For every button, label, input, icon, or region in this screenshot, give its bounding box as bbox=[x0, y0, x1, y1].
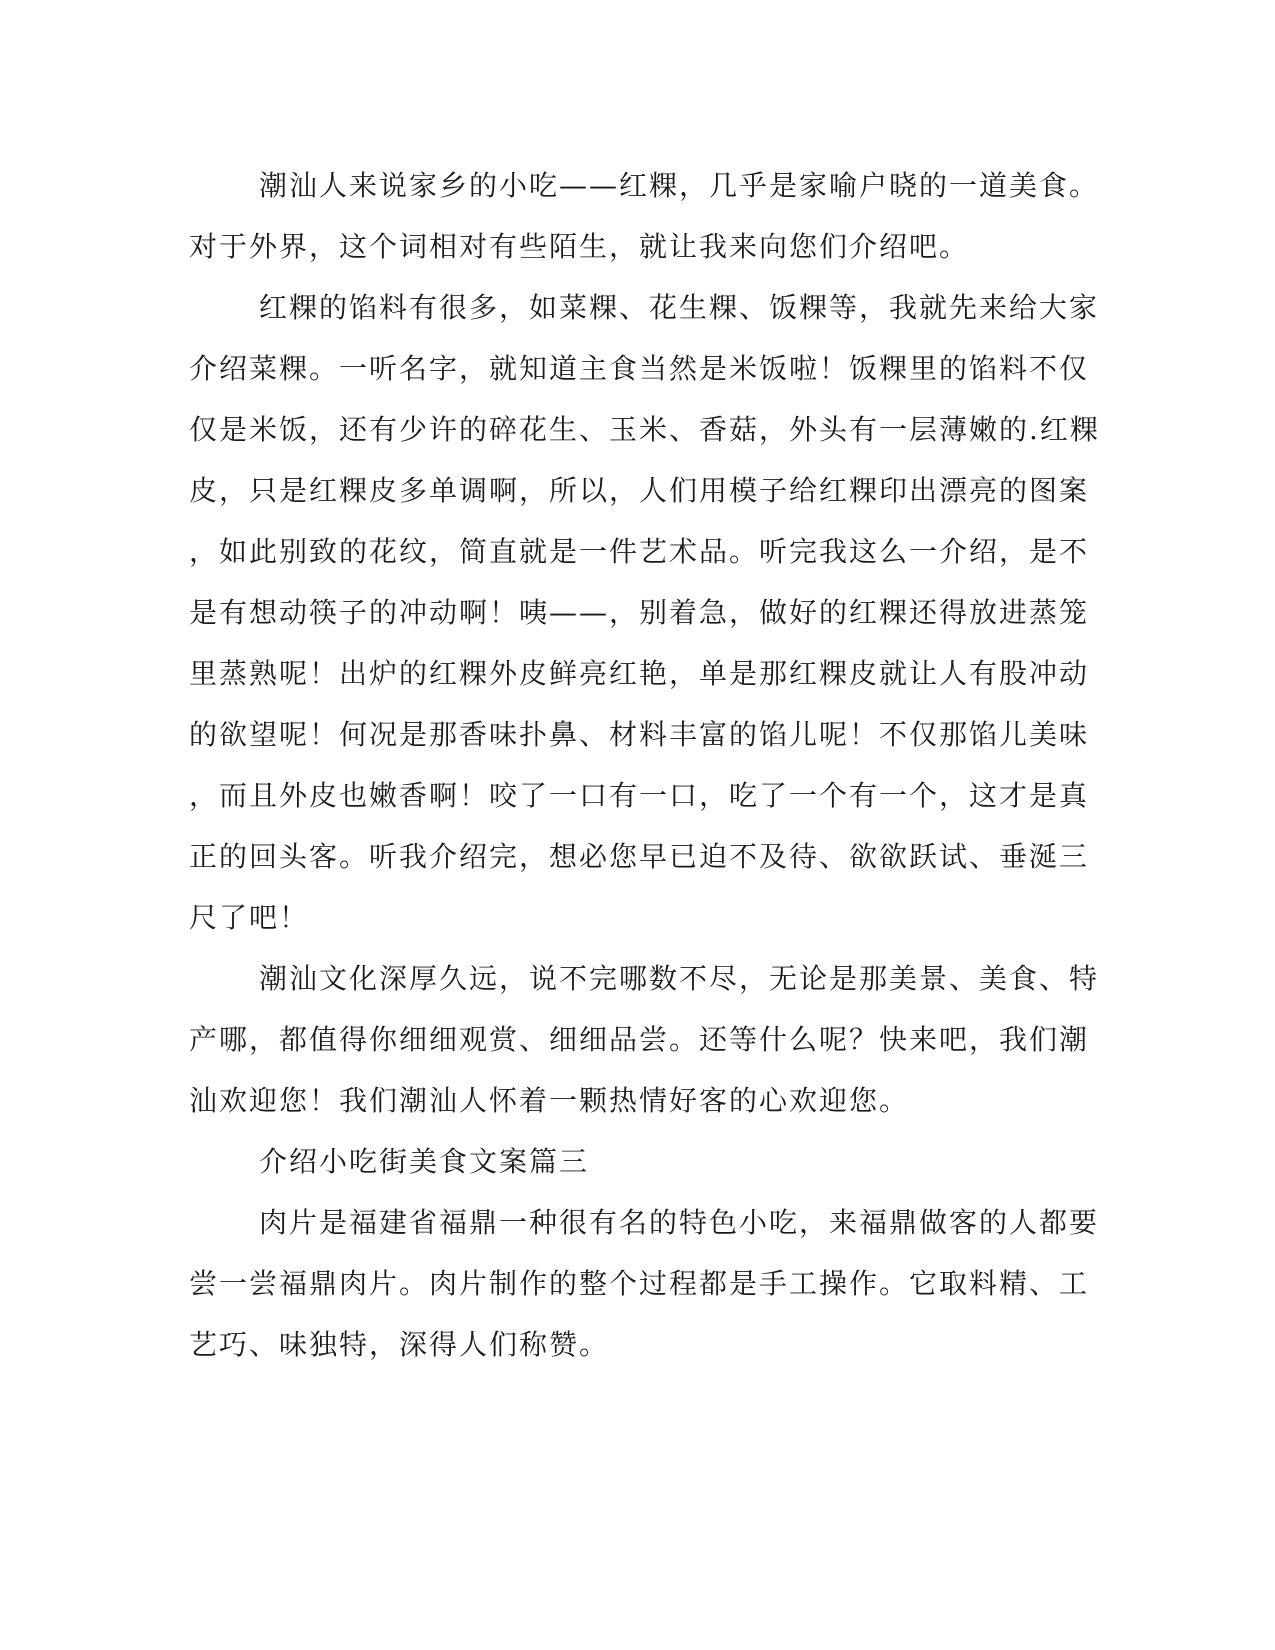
paragraph-line: 汕欢迎您！我们潮汕人怀着一颗热情好客的心欢迎您。 bbox=[189, 1084, 910, 1117]
paragraph-line: 仅是米饭，还有少许的碎花生、玉米、香菇，外头有一层薄嫩的.红粿 bbox=[189, 413, 1100, 446]
paragraph-chaoshan-culture bbox=[189, 948, 1100, 1131]
paragraph-fuding-meat-slices bbox=[189, 1192, 1100, 1375]
paragraph-line: 肉片是福建省福鼎一种很有名的特色小吃，来福鼎做客的人都要 bbox=[259, 1206, 1100, 1239]
paragraph-line: 皮，只是红粿皮多单调啊，所以，人们用模子给红粿印出漂亮的图案 bbox=[189, 474, 1090, 507]
section-heading: 介绍小吃街美食文案篇三 bbox=[259, 1145, 590, 1178]
paragraph-line: 里蒸熟呢！出炉的红粿外皮鲜亮红艳，单是那红粿皮就让人有股冲动 bbox=[189, 657, 1090, 690]
paragraph-line: 潮汕文化深厚久远，说不完哪数不尽，无论是那美景、美食、特 bbox=[259, 962, 1100, 995]
paragraph-line: 介绍菜粿。一听名字，就知道主食当然是米饭啦！饭粿里的馅料不仅 bbox=[189, 352, 1090, 385]
paragraph-line: 艺巧、味独特，深得人们称赞。 bbox=[189, 1328, 610, 1361]
paragraph-line: 潮汕人来说家乡的小吃——红粿，几乎是家喻户晓的一道美食。 bbox=[259, 169, 1100, 202]
paragraph-line: 产哪，都值得你细细观赏、细细品尝。还等什么呢？快来吧，我们潮 bbox=[189, 1023, 1090, 1056]
document-body bbox=[189, 155, 1100, 1375]
paragraph-line: 红粿的馅料有很多，如菜粿、花生粿、饭粿等，我就先来给大家 bbox=[259, 291, 1100, 324]
paragraph-hongguo-intro bbox=[189, 155, 1100, 277]
paragraph-line: ，而且外皮也嫩香啊！咬了一口有一口，吃了一个有一个，这才是真 bbox=[189, 779, 1090, 812]
paragraph-line: ，如此别致的花纹，简直就是一件艺术品。听完我这么一介绍，是不 bbox=[189, 535, 1090, 568]
paragraph-line: 尺了吧！ bbox=[189, 901, 310, 934]
paragraph-line: 是有想动筷子的冲动啊！咦——，别着急，做好的红粿还得放进蒸笼 bbox=[189, 596, 1090, 629]
paragraph-line: 尝一尝福鼎肉片。肉片制作的整个过程都是手工操作。它取料精、工 bbox=[189, 1267, 1090, 1300]
paragraph-hongguo-fillings bbox=[189, 277, 1100, 948]
paragraph-line: 正的回头客。听我介绍完，想必您早已迫不及待、欲欲跃试、垂涎三 bbox=[189, 840, 1090, 873]
paragraph-line: 对于外界，这个词相对有些陌生，就让我来向您们介绍吧。 bbox=[189, 230, 970, 263]
paragraph-line: 的欲望呢！何况是那香味扑鼻、材料丰富的馅儿呢！不仅那馅儿美味 bbox=[189, 718, 1090, 751]
